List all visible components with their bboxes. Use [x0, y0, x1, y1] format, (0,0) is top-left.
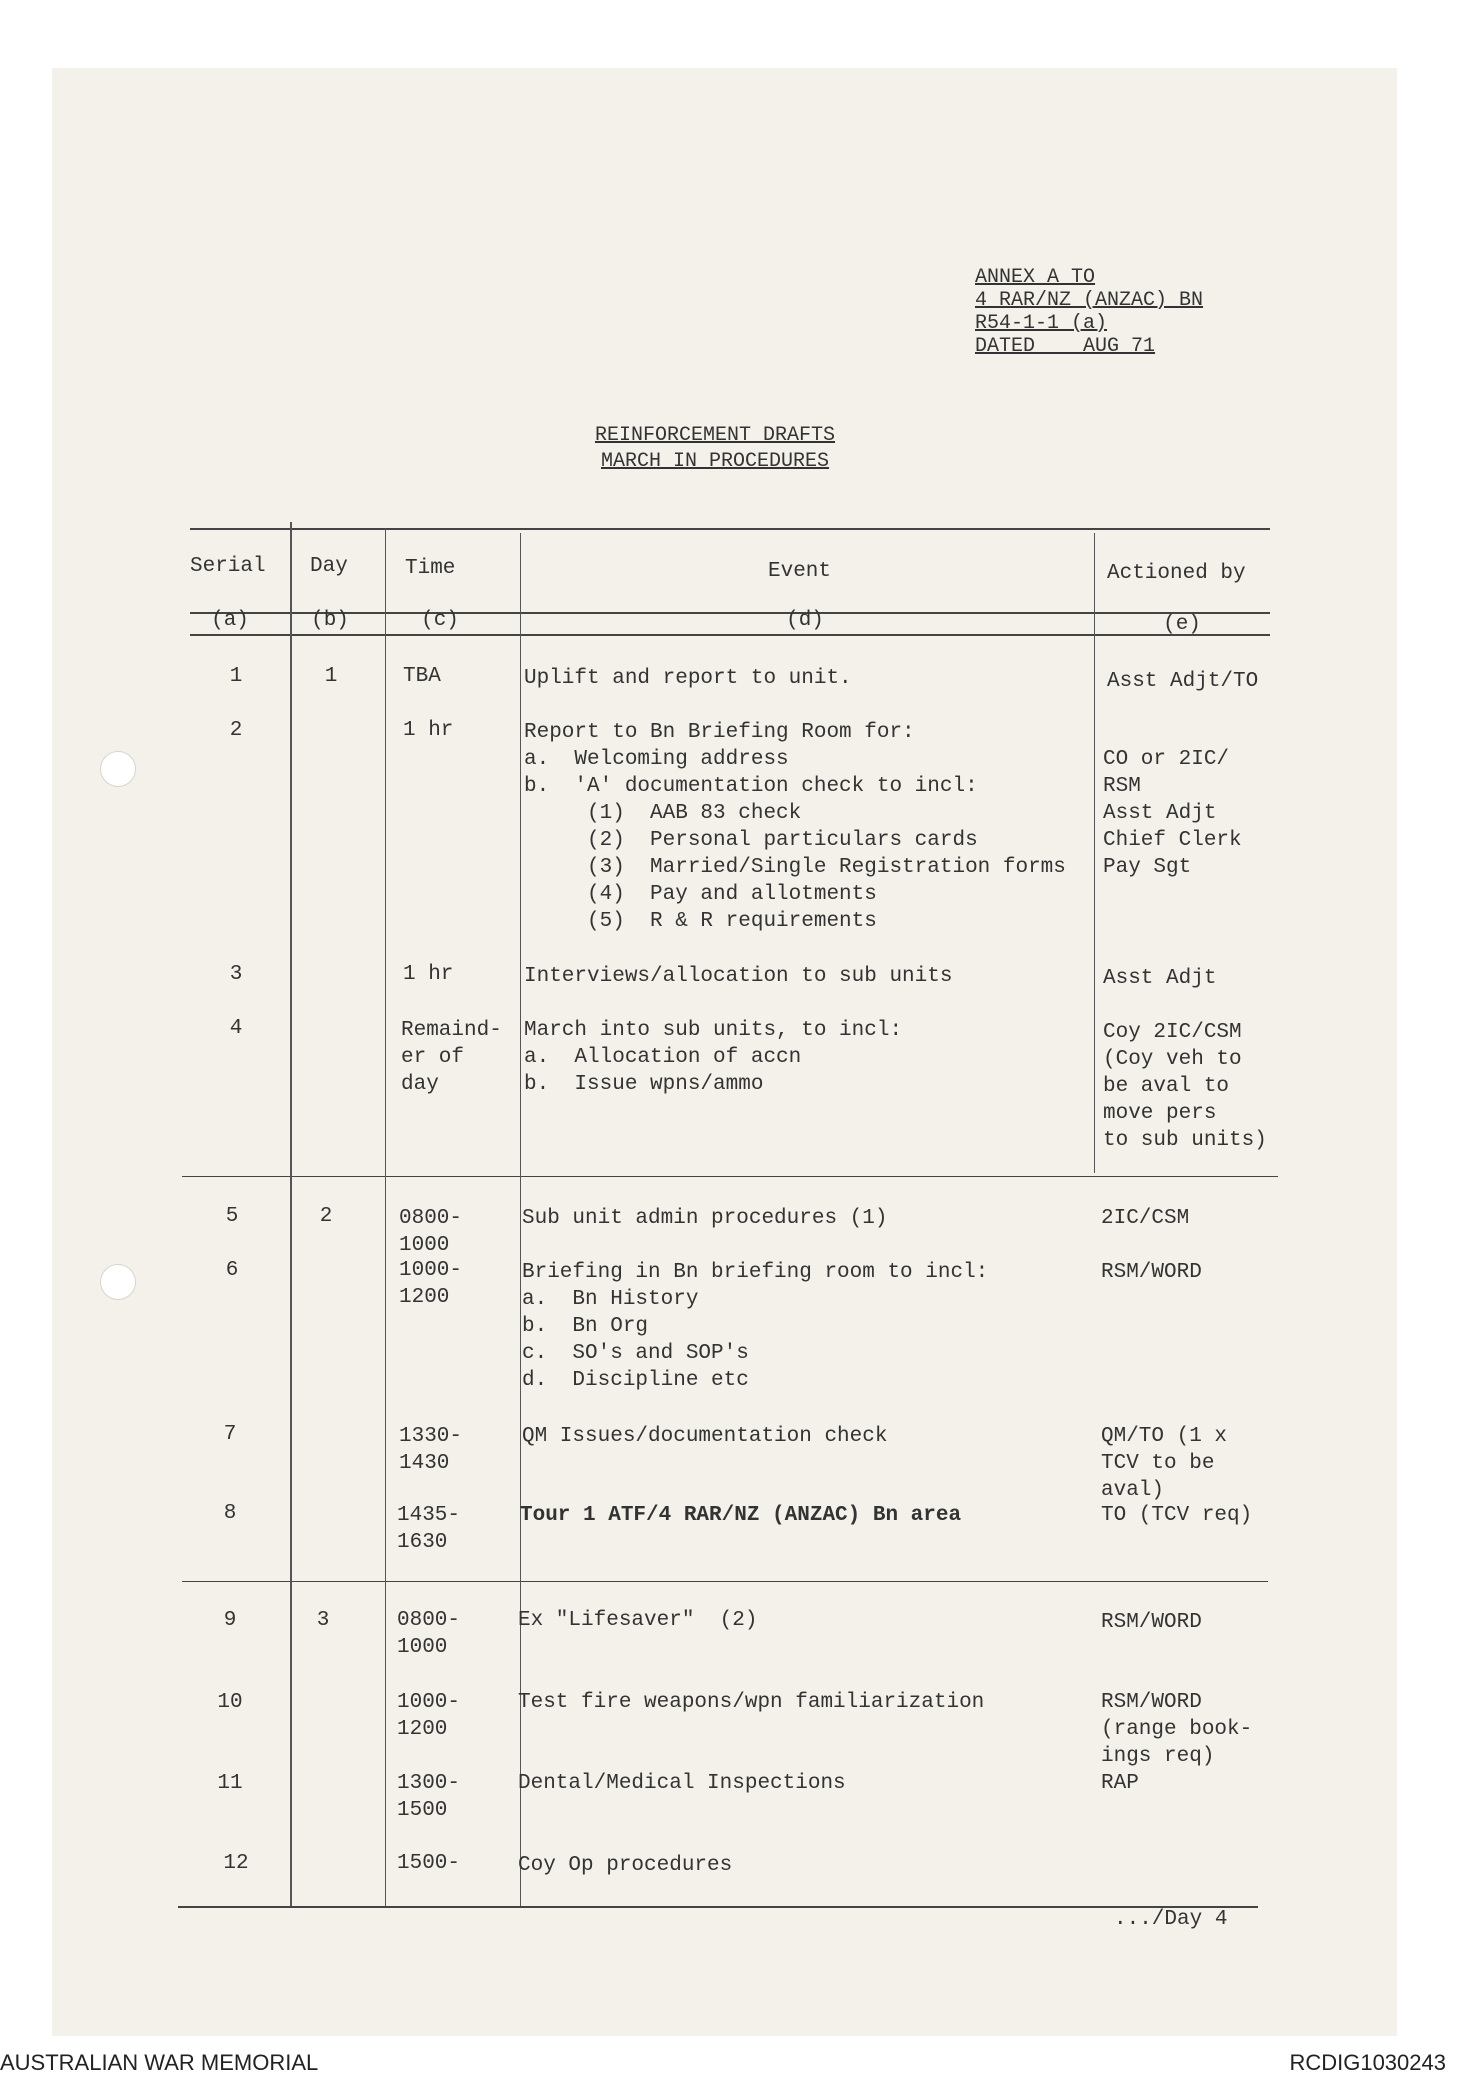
time-cell: 1000- 1200	[397, 1691, 461, 1741]
header-time: Time	[405, 557, 456, 580]
time-cell: 1 hr	[403, 719, 454, 742]
day-divider	[182, 1581, 1268, 1582]
actioned-cell: Asst Adjt	[1103, 967, 1217, 990]
time-cell: 1 hr	[403, 963, 454, 986]
subheader-d: (d)	[786, 609, 824, 632]
header-serial: Serial	[190, 555, 266, 578]
event-cell: Coy Op procedures	[518, 1854, 733, 1877]
time-cell: 1000- 1200	[399, 1259, 463, 1309]
day-cell: 3	[316, 1609, 330, 1632]
actioned-cell: TO (TCV req)	[1101, 1504, 1253, 1527]
actioned-cell: Asst Adjt/TO	[1107, 670, 1259, 693]
serial-cell: 9	[223, 1609, 237, 1632]
header-day: Day	[310, 555, 348, 578]
actioned-cell: RSM/WORD (range book- ings req)	[1101, 1691, 1253, 1768]
serial-cell: 3	[229, 963, 243, 986]
annex-line: ANNEX A TO	[975, 266, 1096, 289]
time-cell: TBA	[403, 665, 441, 688]
serial-cell: 7	[223, 1423, 237, 1446]
event-cell: Briefing in Bn briefing room to incl: a. Bn History b. Bn Org c. SO's and SOP's d. Discipline etc	[522, 1261, 989, 1392]
time-cell: 0800- 1000	[399, 1207, 463, 1257]
event-cell: Uplift and report to unit.	[524, 667, 852, 690]
annex-reference	[975, 266, 1203, 358]
serial-cell: 5	[225, 1205, 239, 1228]
actioned-cell: RSM/WORD	[1101, 1611, 1202, 1634]
day-cell: 1	[324, 665, 338, 688]
column-divider	[1094, 533, 1095, 1173]
day-cell: 2	[319, 1205, 333, 1228]
footer-source: AUSTRALIAN WAR MEMORIAL	[0, 2050, 319, 2075]
serial-cell: 10	[217, 1691, 243, 1714]
annex-line: R54-1-1 (a)	[975, 312, 1108, 335]
time-cell: Remaind- er of day	[401, 1019, 502, 1096]
annex-line: 4 RAR/NZ (ANZAC) BN	[975, 289, 1204, 312]
serial-cell: 11	[217, 1772, 243, 1795]
time-cell: 1330- 1430	[399, 1425, 463, 1475]
annex-line: DATED AUG 71	[975, 335, 1156, 358]
actioned-cell: CO or 2IC/ RSM Asst Adjt Chief Clerk Pay Sgt	[1103, 748, 1242, 879]
serial-cell: 2	[229, 719, 243, 742]
header-actioned-by: Actioned by	[1107, 562, 1246, 585]
event-cell: QM Issues/documentation check	[522, 1425, 888, 1448]
title-line: REINFORCEMENT DRAFTS	[594, 424, 836, 447]
event-cell: Tour 1 ATF/4 RAR/NZ (ANZAC) Bn area	[520, 1504, 962, 1527]
subheader-c: (c)	[421, 609, 459, 632]
subheader-rule	[190, 634, 1270, 636]
serial-cell: 8	[223, 1502, 237, 1525]
title-line: MARCH IN PROCEDURES	[600, 450, 830, 473]
actioned-cell: RAP	[1101, 1772, 1139, 1795]
event-cell: March into sub units, to incl: a. Allocation of accn b. Issue wpns/ammo	[524, 1019, 903, 1096]
subheader-a: (a)	[211, 609, 249, 632]
serial-cell: 1	[229, 665, 243, 688]
column-divider	[385, 528, 386, 1906]
table-bottom-rule	[178, 1906, 1258, 1908]
actioned-cell: Coy 2IC/CSM (Coy veh to be aval to move pers to sub units)	[1103, 1021, 1267, 1152]
header-event: Event	[768, 560, 832, 583]
time-cell: 0800- 1000	[397, 1609, 461, 1659]
time-cell: 1500-	[397, 1852, 461, 1875]
punch-hole	[100, 1264, 136, 1300]
serial-cell: 12	[223, 1852, 249, 1875]
subheader-e: (e)	[1163, 613, 1201, 636]
punch-hole	[100, 751, 136, 787]
event-cell: Report to Bn Briefing Room for: a. Welcoming address b. 'A' documentation check to incl: (1) AAB 83 check (2) Personal particulars cards (3) Married/Single Registration forms (4) Pay and allotments (5) R & R requirements	[524, 721, 1066, 933]
table-top-rule	[190, 528, 1270, 530]
event-cell: Test fire weapons/wpn familiarization	[518, 1691, 985, 1714]
day-divider	[182, 1176, 1278, 1177]
continuation-note: .../Day 4	[1114, 1908, 1228, 1931]
subheader-b: (b)	[311, 609, 349, 632]
actioned-cell: RSM/WORD	[1101, 1261, 1202, 1284]
serial-cell: 4	[229, 1017, 243, 1040]
time-cell: 1435- 1630	[397, 1504, 461, 1554]
column-divider	[290, 522, 292, 1906]
time-cell: 1300- 1500	[397, 1772, 461, 1822]
event-cell: Ex "Lifesaver" (2)	[518, 1609, 758, 1632]
footer-id: RCDIG1030243	[1289, 2050, 1446, 2075]
actioned-cell: QM/TO (1 x TCV to be aval)	[1101, 1425, 1228, 1502]
event-cell: Dental/Medical Inspections	[518, 1772, 846, 1795]
event-cell: Sub unit admin procedures (1)	[522, 1207, 888, 1230]
serial-cell: 6	[225, 1259, 239, 1282]
event-cell: Interviews/allocation to sub units	[524, 965, 953, 988]
actioned-cell: 2IC/CSM	[1101, 1207, 1190, 1230]
document-title	[560, 423, 870, 475]
